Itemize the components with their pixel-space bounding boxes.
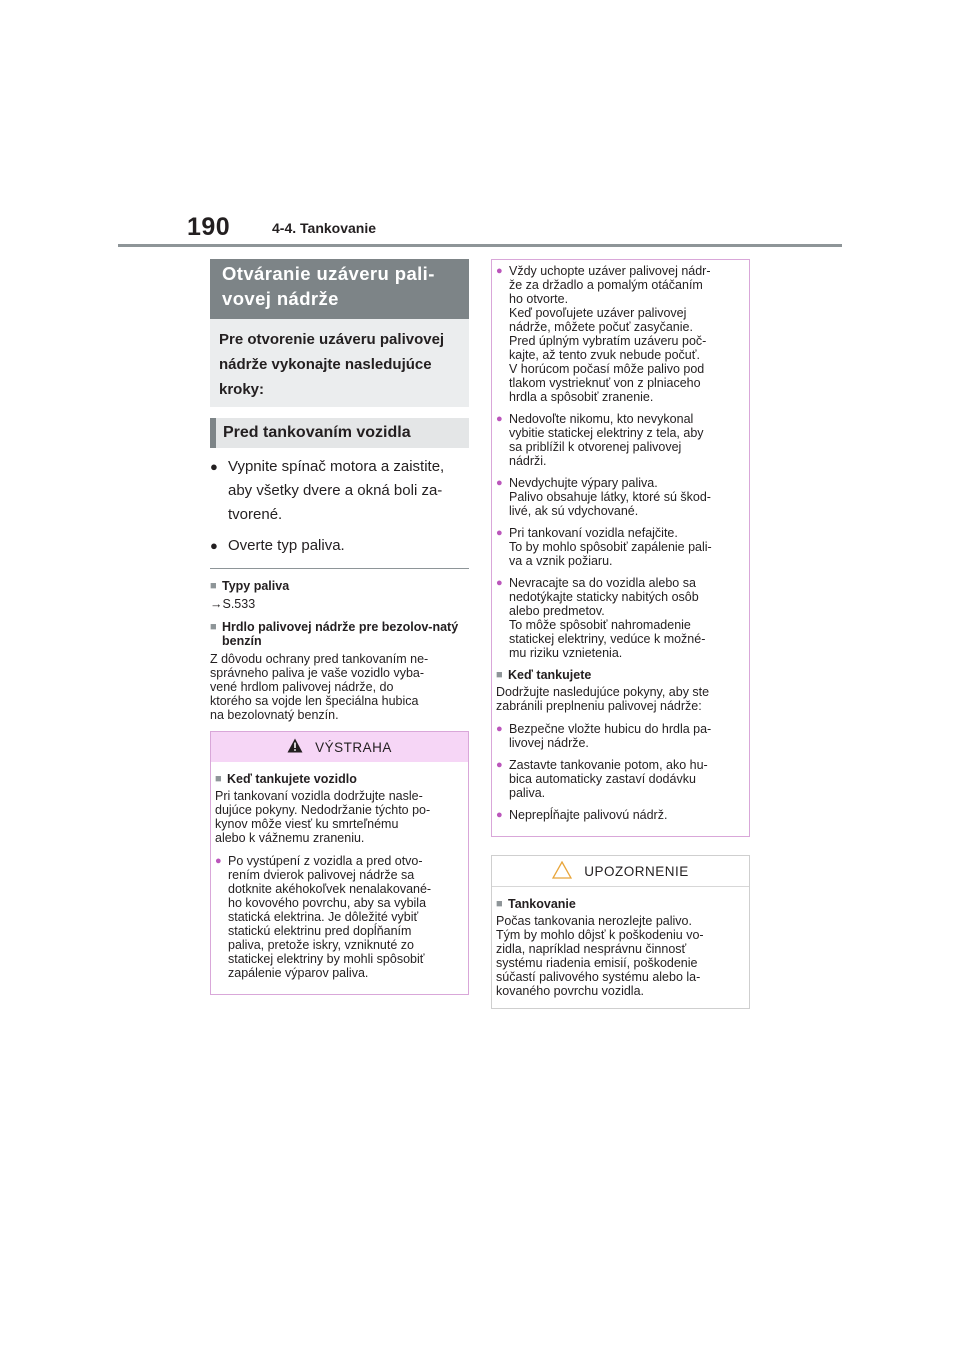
list-item bbox=[496, 758, 745, 800]
warning-box-continued bbox=[491, 259, 750, 837]
list-item-text: Nevracajte sa do vozidla alebo sa nedotýkajte staticky nabitých osôb alebo predmetov. To môže spôsobiť nahromadenie statickej elektriny, vedúce k možné- mu riziku vznietenia. bbox=[509, 576, 706, 660]
list-item-text: Vždy uchopte uzáver palivovej nádr- že za držadlo a pomalým otáčaním ho otvorte. Keď povoľujete uzáver palivovej nádrže, môžete počuť zasyčanie. Pred úplným vybratím uzáveru poč- kajte, až tento zvuk nebude počuť. V horúcom počasí môže palivo pod tlakom vystrieknuť von z plniaceho hrdla a spôsobiť zranenie. bbox=[509, 264, 711, 404]
list-item bbox=[210, 455, 469, 527]
list-item bbox=[496, 264, 745, 404]
caution-triangle-outline-icon bbox=[552, 861, 572, 882]
left-column bbox=[210, 259, 469, 995]
warning-subtitle-row bbox=[496, 668, 745, 682]
list-item-text: Pri tankovaní vozidla nefajčite. To by mohlo spôsobiť zapálenie pali- va a vznik požiaru. bbox=[509, 526, 712, 568]
round-bullet-icon: ● bbox=[496, 477, 503, 489]
warning-subtitle: Keď tankujete vozidlo bbox=[227, 772, 357, 786]
notice-label: UPOZORNENIE bbox=[584, 863, 689, 879]
subheading-text: Pred tankovaním vozidla bbox=[223, 424, 411, 441]
right-column bbox=[491, 259, 750, 1009]
round-bullet-icon: ● bbox=[496, 413, 503, 425]
info-title-row bbox=[210, 579, 469, 593]
list-item-text: Vypnite spínač motora a zaistite, aby všetky dvere a okná boli za-tvorené. bbox=[228, 458, 445, 523]
warning-text: Dodržujte nasledujúce pokyny, aby ste zabránili preplneniu palivovej nádrže: bbox=[496, 685, 710, 713]
list-item bbox=[496, 412, 745, 468]
notice-subtitle-row bbox=[496, 897, 745, 911]
round-bullet-icon: ● bbox=[496, 809, 503, 821]
notice-text: Počas tankovania nerozlejte palivo. Tým by mohlo dôjsť k poškodeniu vo- zidla, napríklad nesprávnu činnosť systému riadenia emisií, poškodenie súčastí palivového systému alebo la- kovaného povrchu vozidla. bbox=[496, 914, 704, 998]
list-item bbox=[496, 526, 745, 568]
list-item-text: Neprepĺňajte palivovú nádrž. bbox=[509, 808, 668, 822]
warning-box bbox=[210, 731, 469, 995]
info-title-row bbox=[210, 620, 469, 648]
warning-text: Pri tankovaní vozidla dodržujte nasle- dujúce pokyny. Nedodržanie týchto po- kynov môže viesť ku smrteľnému alebo k vážnemu zraneniu. bbox=[215, 789, 431, 845]
square-bullet-icon: ■ bbox=[215, 773, 222, 785]
list-item-text: Nevdychujte výpary paliva. Palivo obsahuje látky, ktoré sú škod- livé, ak sú vdychované. bbox=[509, 476, 711, 518]
info-title: Typy paliva bbox=[222, 579, 290, 593]
notice-subtitle: Tankovanie bbox=[508, 897, 576, 911]
warning-subtitle-row bbox=[215, 772, 464, 786]
list-item bbox=[496, 476, 745, 518]
square-bullet-icon: ■ bbox=[496, 669, 503, 681]
list-item-text: Nedovoľte nikomu, kto nevykonal vybitie statickej elektriny z tela, aby sa priblížil k otvorenej palivovej nádrži. bbox=[509, 412, 704, 468]
section-title: 4-4. Tankovanie bbox=[272, 220, 377, 236]
divider bbox=[210, 568, 469, 569]
header-rule bbox=[118, 244, 842, 247]
page-number: 190 bbox=[187, 213, 231, 241]
square-bullet-icon: ■ bbox=[210, 580, 217, 592]
round-bullet-icon: ● bbox=[210, 538, 218, 553]
round-bullet-icon: ● bbox=[496, 527, 503, 539]
info-text: →S.533 bbox=[210, 597, 256, 611]
square-bullet-icon: ■ bbox=[496, 898, 503, 910]
list-item bbox=[496, 576, 745, 660]
warning-header bbox=[211, 732, 468, 762]
warning-body bbox=[211, 762, 468, 994]
warning-label: VÝSTRAHA bbox=[315, 739, 392, 755]
main-bullet-list bbox=[210, 455, 469, 558]
intro-box bbox=[210, 319, 469, 407]
notice-body bbox=[492, 887, 749, 1008]
list-item bbox=[496, 808, 745, 822]
section-heading: Otváranie uzáveru pali- vovej nádrže bbox=[210, 259, 469, 319]
round-bullet-icon: ● bbox=[215, 855, 222, 867]
square-bullet-icon: ■ bbox=[210, 621, 217, 633]
info-block-fuel-type bbox=[210, 579, 469, 611]
list-item-text: Zastavte tankovanie potom, ako hu- bica automaticky zastaví dodávku paliva. bbox=[509, 758, 708, 800]
round-bullet-icon: ● bbox=[210, 459, 218, 474]
list-item-text: Po vystúpení z vozidla a pred otvo- rením dvierok palivovej nádrže sa dotknite akéhokoľvek nenalakované- ho kovového povrchu, aby sa vybila statická elektrina. Je dôležité vybiť statickú elektrinu pred dopĺňaním paliva, pretože iskry, vzniknuté zo statickej elektriny by mohli spôsobiť zapálenie výparov paliva. bbox=[228, 854, 432, 980]
notice-box bbox=[491, 855, 750, 1009]
notice-header bbox=[492, 856, 749, 887]
list-item-text: Bezpečne vložte hubicu do hrdla pa- livovej nádrže. bbox=[509, 722, 712, 750]
info-text: Z dôvodu ochrany pred tankovaním ne- správneho paliva je vaše vozidlo vyba- vené hrdlom palivovej nádrže, do ktorého sa vojde len špeciálna hubica na bezolovnatý benzín. bbox=[210, 652, 429, 722]
info-title: Hrdlo palivovej nádrže pre bezolov-natý benzín bbox=[222, 620, 459, 648]
round-bullet-icon: ● bbox=[496, 723, 503, 735]
round-bullet-icon: ● bbox=[496, 759, 503, 771]
info-block-filler-neck bbox=[210, 620, 469, 722]
list-item bbox=[496, 722, 745, 750]
list-item-text: Overte typ paliva. bbox=[228, 537, 345, 554]
list-item bbox=[210, 534, 469, 558]
list-item bbox=[215, 854, 464, 980]
warning-triangle-icon bbox=[287, 738, 303, 756]
warning-subtitle: Keď tankujete bbox=[508, 668, 592, 682]
warning-body bbox=[492, 264, 749, 836]
subheading bbox=[210, 418, 469, 448]
round-bullet-icon: ● bbox=[496, 577, 503, 589]
intro-text: Pre otvorenie uzáveru palivovej nádrže vykonajte nasledujúce kroky: bbox=[219, 331, 445, 398]
round-bullet-icon: ● bbox=[496, 265, 503, 277]
